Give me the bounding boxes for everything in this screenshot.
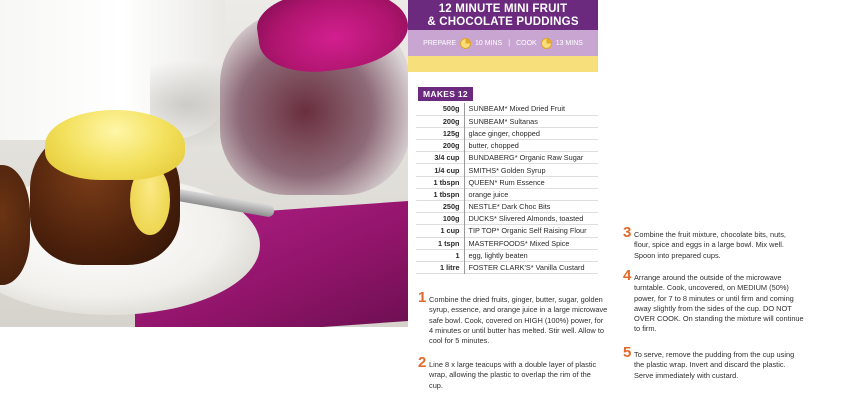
recipe-title-line2: & CHOCOLATE PUDDINGS <box>427 16 579 28</box>
recipe-title <box>408 0 598 30</box>
ingredient-row <box>416 103 598 115</box>
ingredient-quantity: 1 <box>416 249 464 261</box>
ingredient-name: BUNDABERG* Organic Raw Sugar <box>468 153 584 163</box>
ingredient-row <box>416 188 598 200</box>
step-number: 5 <box>623 344 632 361</box>
ingredient-name: DUCKS* Slivered Almonds, toasted <box>468 214 584 224</box>
ingredient-name: egg, lightly beaten <box>468 250 528 260</box>
time-separator: | <box>508 39 511 47</box>
ingredient-row <box>416 115 598 127</box>
step-number: 4 <box>623 267 632 284</box>
prepare-time: 10 MINS <box>475 39 503 47</box>
ingredient-name: QUEEN* Rum Essence <box>468 177 545 187</box>
clock-icon <box>541 38 552 49</box>
ingredient-name: TIP TOP* Organic Self Raising Flour <box>468 226 587 236</box>
ingredient-row <box>416 261 598 273</box>
ingredients-table <box>416 103 598 274</box>
photo-custard <box>45 110 185 180</box>
ingredient-quantity: 200g <box>416 115 464 127</box>
ingredient-quantity: 100g <box>416 213 464 225</box>
ingredient-name: MASTERFOODS* Mixed Spice <box>468 238 570 248</box>
cook-label: COOK <box>516 39 537 47</box>
ingredient-name: butter, chopped <box>468 141 519 151</box>
ingredient-row <box>416 225 598 237</box>
step-2 <box>418 354 598 391</box>
ingredient-quantity: 125g <box>416 127 464 139</box>
step-5 <box>623 344 803 381</box>
step-4 <box>623 267 805 335</box>
ingredient-name: NESTLE* Dark Choc Bits <box>468 202 551 212</box>
ingredient-row <box>416 201 598 213</box>
step-number: 1 <box>418 289 427 306</box>
ingredient-quantity: 200g <box>416 140 464 152</box>
step-text: Line 8 x large teacups with a double layer of plastic wrap, allowing the plastic to overlap the rim of the cup. <box>429 360 597 390</box>
step-text: Combine the fruit mixture, chocolate bits, nuts, flour, spice and eggs in a large bowl. Mix well. Spoon into prepared cups. <box>634 230 786 260</box>
ingredient-name: SUNBEAM* Mixed Dried Fruit <box>468 104 566 114</box>
ingredient-quantity: 1 litre <box>416 261 464 273</box>
step-number: 3 <box>623 224 632 241</box>
ingredient-row <box>416 237 598 249</box>
ingredient-row <box>416 152 598 164</box>
step-text: To serve, remove the pudding from the cup using the plastic wrap. Invert and discard the plastic. Serve immediately with custard. <box>634 350 795 380</box>
step-text: Arrange around the outside of the microwave turntable. Cook, uncovered, on MEDIUM (50%) power, for 7 to 8 minutes or until firm and coming away slightly from the sides of the cup. DO NOT OVER COOK. On standing the mixture will continue to firm. <box>634 273 804 334</box>
time-band <box>408 30 598 56</box>
ingredient-quantity: 1 tspn <box>416 237 464 249</box>
ingredient-quantity: 1 cup <box>416 225 464 237</box>
pudding-photo <box>0 0 408 327</box>
ingredient-name: glace ginger, chopped <box>468 128 540 138</box>
ingredient-row <box>416 213 598 225</box>
ingredient-row <box>416 164 598 176</box>
ingredient-quantity: 1 tbspn <box>416 188 464 200</box>
ingredient-row <box>416 176 598 188</box>
clock-icon <box>460 38 471 49</box>
ingredient-quantity: 500g <box>416 103 464 115</box>
ingredient-quantity: 250g <box>416 201 464 213</box>
ingredient-row <box>416 249 598 261</box>
ingredient-name: orange juice <box>468 189 509 199</box>
ingredient-quantity: 3/4 cup <box>416 152 464 164</box>
recipe-title-line1: 12 MINUTE MINI FRUIT <box>438 3 568 15</box>
ingredient-name: SMITHS* Golden Syrup <box>468 165 546 175</box>
recipe-card <box>408 0 843 401</box>
accent-band <box>408 56 598 72</box>
ingredient-quantity: 1 tbspn <box>416 176 464 188</box>
ingredient-name: FOSTER CLARK'S* Vanilla Custard <box>468 263 585 273</box>
step-number: 2 <box>418 354 427 371</box>
ingredient-name: SUNBEAM* Sultanas <box>468 116 538 126</box>
ingredient-quantity: 1/4 cup <box>416 164 464 176</box>
makes-badge: MAKES 12 <box>418 87 473 101</box>
ingredient-row <box>416 127 598 139</box>
cook-time: 13 MINS <box>555 39 583 47</box>
ingredient-row <box>416 140 598 152</box>
step-3 <box>623 224 798 261</box>
step-1 <box>418 289 608 346</box>
prepare-label: PREPARE <box>423 39 456 47</box>
step-text: Combine the dried fruits, ginger, butter, sugar, golden syrup, essence, and orange juice in a large microwave safe bowl. Cook, covered on HIGH (100%) power, for 4 minutes or until butter has melted. Stir well. Allow to cool for 5 minutes. <box>429 295 608 346</box>
